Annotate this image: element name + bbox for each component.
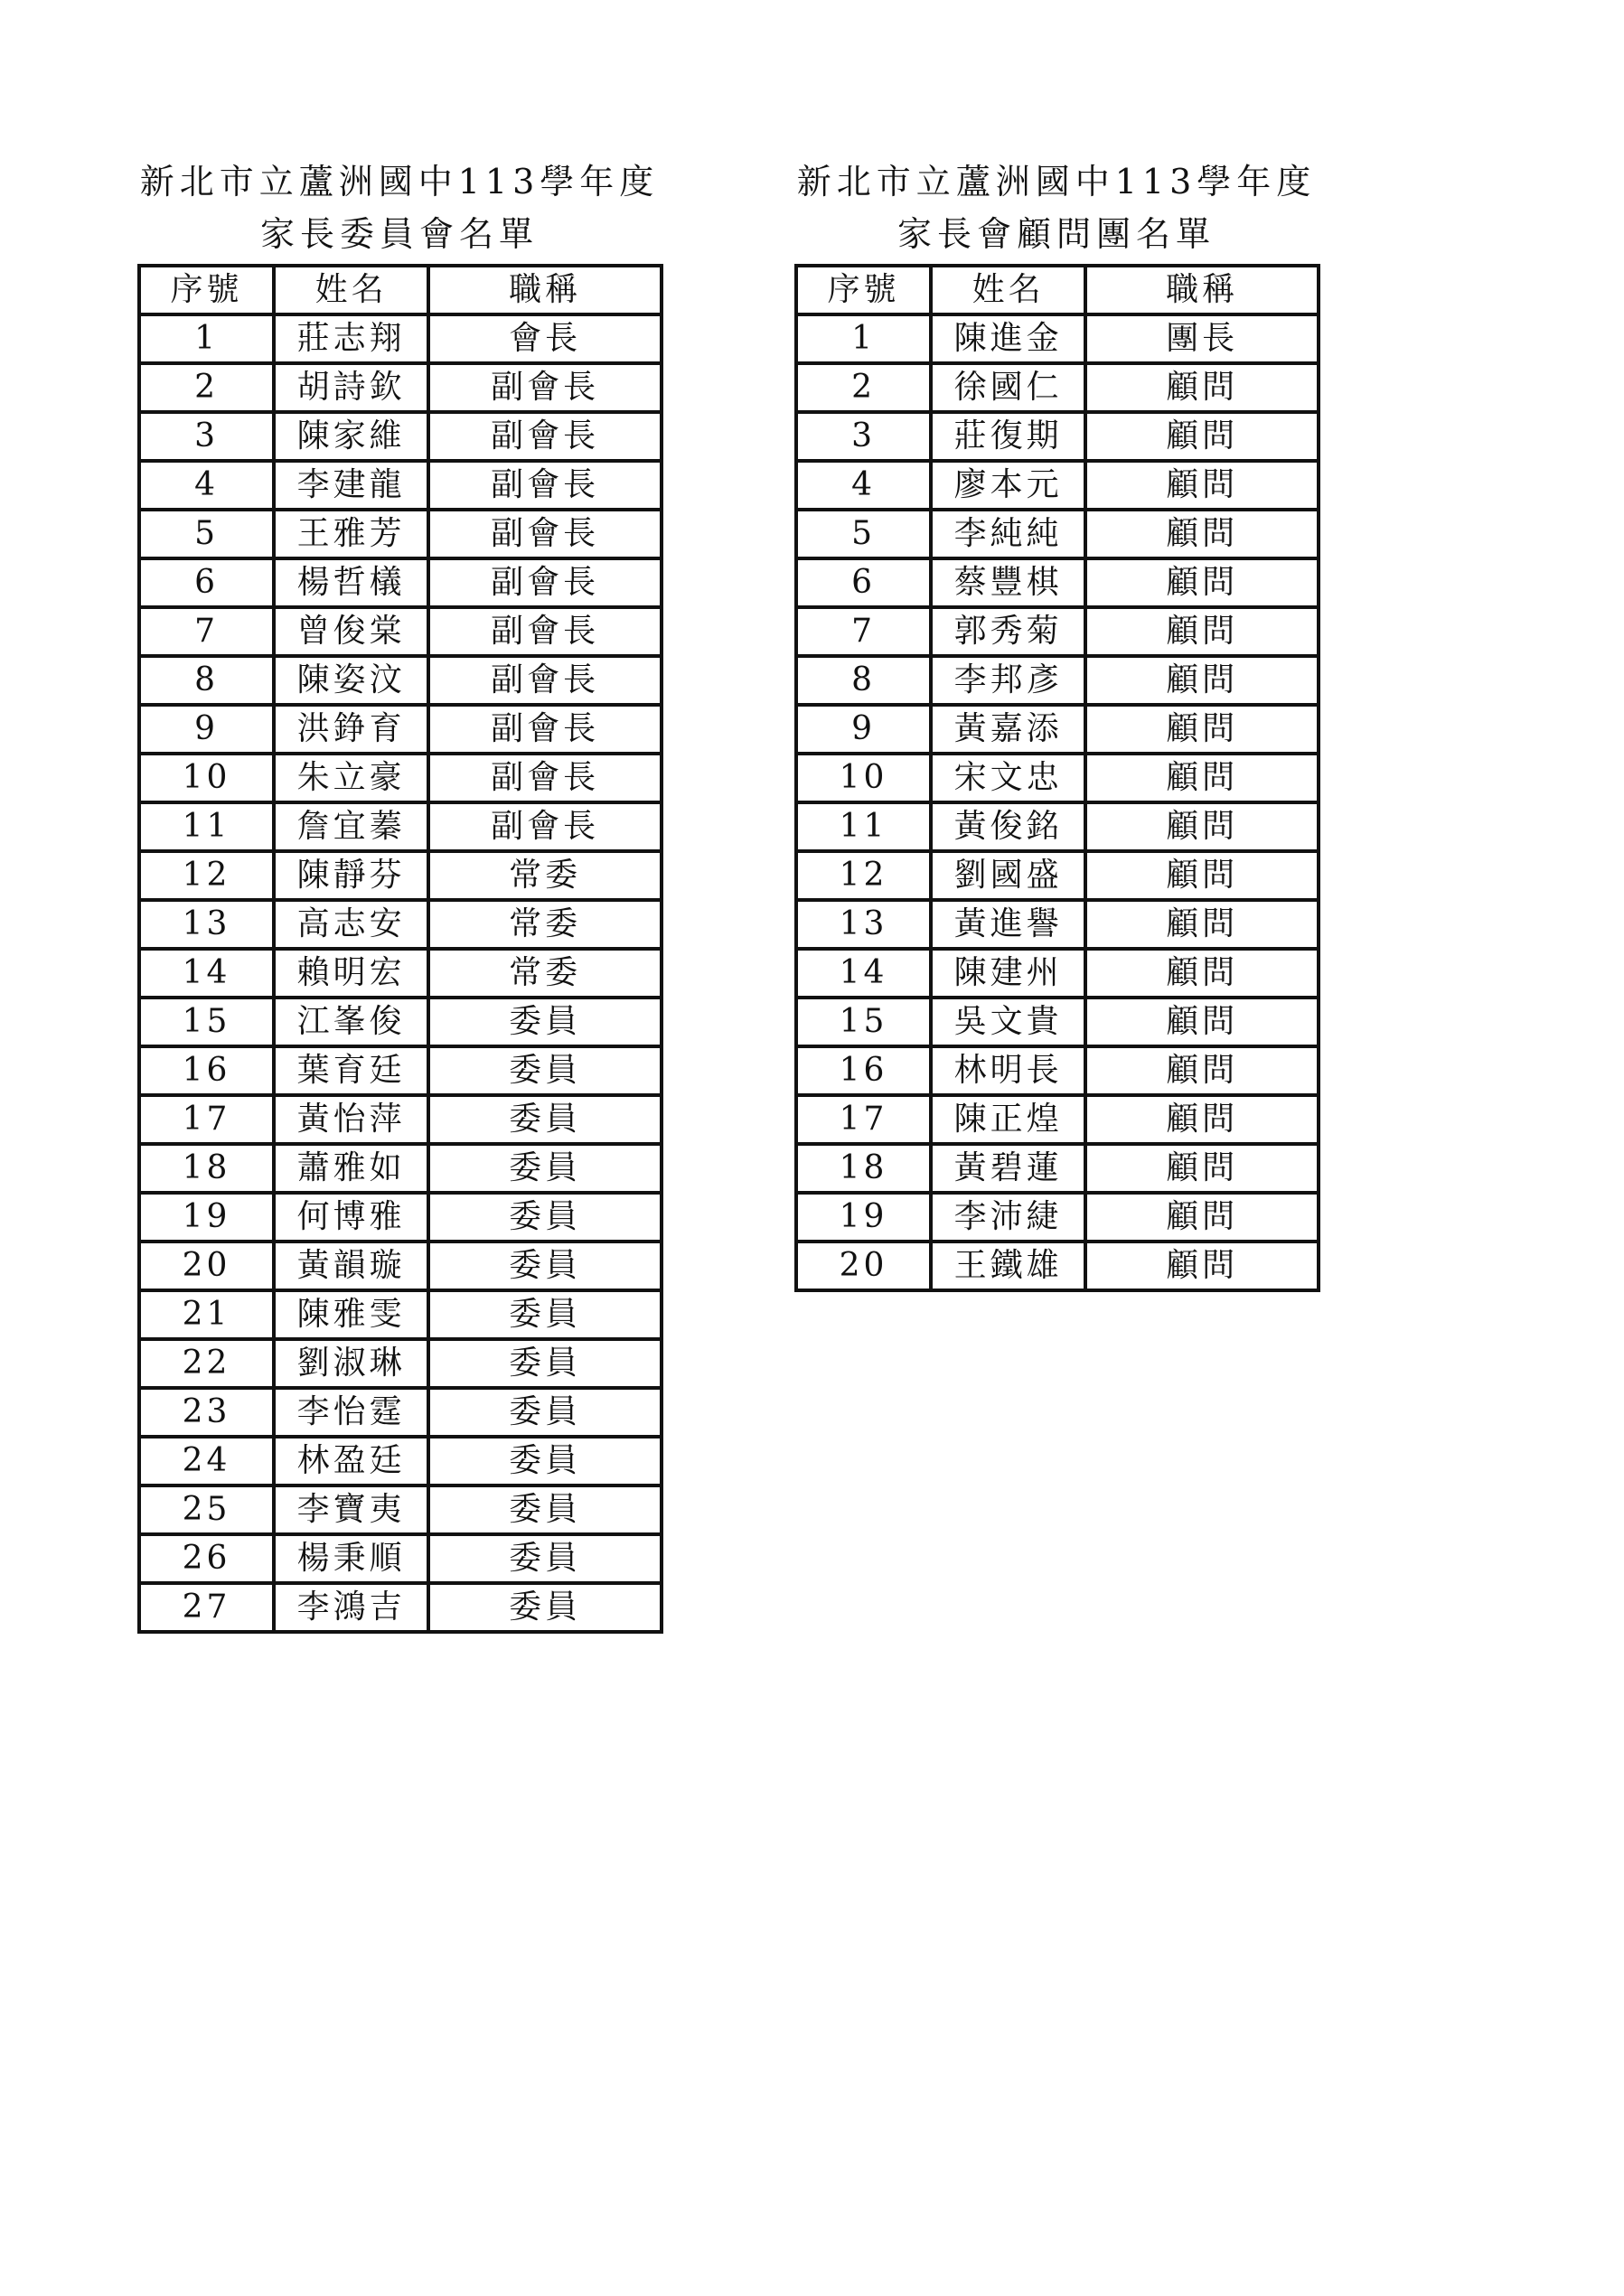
table-row <box>139 1437 662 1485</box>
name-cell: 陳靜芬 <box>274 851 428 900</box>
serial-number-cell: 5 <box>796 510 931 558</box>
advisors-roster <box>794 155 1320 1292</box>
serial-number-cell: 1 <box>796 314 931 363</box>
serial-number-cell: 10 <box>139 754 274 802</box>
table-row <box>796 461 1319 510</box>
advisors-table <box>794 264 1320 1292</box>
advisors-table-body <box>796 314 1319 1290</box>
name-cell: 楊秉順 <box>274 1534 428 1583</box>
name-cell: 曾俊棠 <box>274 607 428 656</box>
serial-number-cell: 21 <box>139 1290 274 1339</box>
table-row <box>796 412 1319 461</box>
table-row <box>139 1095 662 1144</box>
serial-number-cell: 20 <box>796 1242 931 1290</box>
position-cell: 委員 <box>428 1437 662 1485</box>
table-row <box>139 558 662 607</box>
position-cell: 顧問 <box>1085 754 1319 802</box>
table-row <box>139 1290 662 1339</box>
name-cell: 江峯俊 <box>274 998 428 1046</box>
serial-number-cell: 19 <box>796 1193 931 1242</box>
table-row <box>796 510 1319 558</box>
position-cell: 顧問 <box>1085 607 1319 656</box>
serial-number-cell: 23 <box>139 1388 274 1437</box>
position-cell: 顧問 <box>1085 802 1319 851</box>
name-cell: 莊志翔 <box>274 314 428 363</box>
table-row <box>139 1583 662 1632</box>
position-cell: 委員 <box>428 998 662 1046</box>
table-row <box>796 607 1319 656</box>
position-cell: 顧問 <box>1085 558 1319 607</box>
position-cell: 委員 <box>428 1046 662 1095</box>
table-row <box>139 1339 662 1388</box>
serial-number-cell: 20 <box>139 1242 274 1290</box>
position-cell: 顧問 <box>1085 1046 1319 1095</box>
name-cell: 郭秀菊 <box>931 607 1085 656</box>
table-row <box>796 558 1319 607</box>
table-row <box>139 705 662 754</box>
table-row <box>796 900 1319 949</box>
position-cell: 顧問 <box>1085 1144 1319 1193</box>
serial-number-cell: 13 <box>796 900 931 949</box>
position-cell: 副會長 <box>428 558 662 607</box>
serial-number-cell: 4 <box>796 461 931 510</box>
header-serial-number: 序號 <box>139 266 274 314</box>
table-row <box>139 1046 662 1095</box>
serial-number-cell: 3 <box>796 412 931 461</box>
serial-number-cell: 15 <box>796 998 931 1046</box>
serial-number-cell: 19 <box>139 1193 274 1242</box>
table-row <box>796 949 1319 998</box>
table-row <box>139 802 662 851</box>
name-cell: 黃嘉添 <box>931 705 1085 754</box>
name-cell: 蔡豐棋 <box>931 558 1085 607</box>
header-name: 姓名 <box>931 266 1085 314</box>
table-row <box>139 754 662 802</box>
position-cell: 常委 <box>428 900 662 949</box>
position-cell: 顧問 <box>1085 705 1319 754</box>
name-cell: 黃進譽 <box>931 900 1085 949</box>
table-row <box>139 998 662 1046</box>
name-cell: 賴明宏 <box>274 949 428 998</box>
serial-number-cell: 4 <box>139 461 274 510</box>
name-cell: 李純純 <box>931 510 1085 558</box>
name-cell: 王雅芳 <box>274 510 428 558</box>
name-cell: 劉國盛 <box>931 851 1085 900</box>
table-row <box>796 314 1319 363</box>
name-cell: 李沛緁 <box>931 1193 1085 1242</box>
advisors-title-line1: 新北市立蘆洲國中113學年度 <box>796 162 1317 201</box>
table-row <box>796 754 1319 802</box>
name-cell: 黃怡萍 <box>274 1095 428 1144</box>
name-cell: 宋文忠 <box>931 754 1085 802</box>
table-row <box>139 1388 662 1437</box>
table-row <box>139 363 662 412</box>
table-row <box>139 949 662 998</box>
name-cell: 李邦彥 <box>931 656 1085 705</box>
position-cell: 委員 <box>428 1095 662 1144</box>
table-row <box>139 510 662 558</box>
position-cell: 顧問 <box>1085 949 1319 998</box>
position-cell: 委員 <box>428 1534 662 1583</box>
position-cell: 副會長 <box>428 412 662 461</box>
committee-title-line2: 家長委員會名單 <box>259 214 539 254</box>
name-cell: 黃韻璇 <box>274 1242 428 1290</box>
name-cell: 陳家維 <box>274 412 428 461</box>
position-cell: 顧問 <box>1085 1193 1319 1242</box>
serial-number-cell: 5 <box>139 510 274 558</box>
serial-number-cell: 12 <box>139 851 274 900</box>
name-cell: 陳進金 <box>931 314 1085 363</box>
name-cell: 黃俊銘 <box>931 802 1085 851</box>
name-cell: 何博雅 <box>274 1193 428 1242</box>
serial-number-cell: 14 <box>796 949 931 998</box>
table-row <box>139 314 662 363</box>
serial-number-cell: 12 <box>796 851 931 900</box>
committee-title-line1: 新北市立蘆洲國中113學年度 <box>139 162 660 201</box>
name-cell: 陳正煌 <box>931 1095 1085 1144</box>
header-position: 職稱 <box>1085 266 1319 314</box>
header-serial-number: 序號 <box>796 266 931 314</box>
table-row <box>796 1193 1319 1242</box>
position-cell: 顧問 <box>1085 656 1319 705</box>
serial-number-cell: 8 <box>139 656 274 705</box>
position-cell: 副會長 <box>428 607 662 656</box>
table-row <box>139 656 662 705</box>
serial-number-cell: 18 <box>139 1144 274 1193</box>
position-cell: 顧問 <box>1085 412 1319 461</box>
serial-number-cell: 7 <box>139 607 274 656</box>
name-cell: 李寶夷 <box>274 1485 428 1534</box>
serial-number-cell: 25 <box>139 1485 274 1534</box>
position-cell: 顧問 <box>1085 461 1319 510</box>
name-cell: 楊哲檥 <box>274 558 428 607</box>
serial-number-cell: 26 <box>139 1534 274 1583</box>
serial-number-cell: 9 <box>796 705 931 754</box>
name-cell: 莊復期 <box>931 412 1085 461</box>
committee-header-row <box>139 266 662 314</box>
name-cell: 陳建州 <box>931 949 1085 998</box>
serial-number-cell: 22 <box>139 1339 274 1388</box>
serial-number-cell: 16 <box>139 1046 274 1095</box>
position-cell: 委員 <box>428 1242 662 1290</box>
name-cell: 徐國仁 <box>931 363 1085 412</box>
position-cell: 會長 <box>428 314 662 363</box>
position-cell: 委員 <box>428 1339 662 1388</box>
serial-number-cell: 6 <box>139 558 274 607</box>
committee-roster <box>137 155 663 1634</box>
serial-number-cell: 7 <box>796 607 931 656</box>
name-cell: 廖本元 <box>931 461 1085 510</box>
serial-number-cell: 3 <box>139 412 274 461</box>
position-cell: 委員 <box>428 1144 662 1193</box>
name-cell: 林盈廷 <box>274 1437 428 1485</box>
serial-number-cell: 10 <box>796 754 931 802</box>
position-cell: 顧問 <box>1085 851 1319 900</box>
position-cell: 常委 <box>428 949 662 998</box>
position-cell: 副會長 <box>428 363 662 412</box>
position-cell: 團長 <box>1085 314 1319 363</box>
position-cell: 委員 <box>428 1485 662 1534</box>
table-row <box>139 1485 662 1534</box>
name-cell: 吳文貴 <box>931 998 1085 1046</box>
table-row <box>796 1046 1319 1095</box>
header-name: 姓名 <box>274 266 428 314</box>
name-cell: 李建龍 <box>274 461 428 510</box>
serial-number-cell: 8 <box>796 656 931 705</box>
serial-number-cell: 2 <box>139 363 274 412</box>
serial-number-cell: 11 <box>796 802 931 851</box>
table-row <box>796 851 1319 900</box>
advisors-title-line2: 家長會顧問團名單 <box>896 214 1216 254</box>
name-cell: 陳姿汶 <box>274 656 428 705</box>
header-position: 職稱 <box>428 266 662 314</box>
table-row <box>796 998 1319 1046</box>
serial-number-cell: 27 <box>139 1583 274 1632</box>
position-cell: 副會長 <box>428 802 662 851</box>
position-cell: 委員 <box>428 1290 662 1339</box>
table-row <box>139 1534 662 1583</box>
serial-number-cell: 17 <box>796 1095 931 1144</box>
table-row <box>139 851 662 900</box>
position-cell: 顧問 <box>1085 900 1319 949</box>
table-row <box>796 656 1319 705</box>
name-cell: 朱立豪 <box>274 754 428 802</box>
table-row <box>139 412 662 461</box>
position-cell: 副會長 <box>428 656 662 705</box>
name-cell: 詹宜蓁 <box>274 802 428 851</box>
serial-number-cell: 13 <box>139 900 274 949</box>
serial-number-cell: 18 <box>796 1144 931 1193</box>
position-cell: 副會長 <box>428 754 662 802</box>
name-cell: 蕭雅如 <box>274 1144 428 1193</box>
table-row <box>139 1193 662 1242</box>
advisors-header-row <box>796 266 1319 314</box>
table-row <box>796 1242 1319 1290</box>
table-row <box>139 900 662 949</box>
table-row <box>139 461 662 510</box>
serial-number-cell: 15 <box>139 998 274 1046</box>
name-cell: 胡詩欽 <box>274 363 428 412</box>
table-row <box>796 802 1319 851</box>
serial-number-cell: 6 <box>796 558 931 607</box>
serial-number-cell: 1 <box>139 314 274 363</box>
name-cell: 王鐵雄 <box>931 1242 1085 1290</box>
table-row <box>796 1144 1319 1193</box>
name-cell: 李怡霆 <box>274 1388 428 1437</box>
position-cell: 顧問 <box>1085 998 1319 1046</box>
name-cell: 高志安 <box>274 900 428 949</box>
serial-number-cell: 2 <box>796 363 931 412</box>
name-cell: 洪錚育 <box>274 705 428 754</box>
name-cell: 李鴻吉 <box>274 1583 428 1632</box>
position-cell: 委員 <box>428 1388 662 1437</box>
committee-table <box>137 264 663 1634</box>
table-row <box>796 705 1319 754</box>
position-cell: 委員 <box>428 1193 662 1242</box>
name-cell: 黃碧蓮 <box>931 1144 1085 1193</box>
position-cell: 顧問 <box>1085 1242 1319 1290</box>
serial-number-cell: 11 <box>139 802 274 851</box>
position-cell: 顧問 <box>1085 1095 1319 1144</box>
serial-number-cell: 9 <box>139 705 274 754</box>
position-cell: 常委 <box>428 851 662 900</box>
committee-table-body <box>139 314 662 1632</box>
position-cell: 副會長 <box>428 510 662 558</box>
table-row <box>796 1095 1319 1144</box>
serial-number-cell: 16 <box>796 1046 931 1095</box>
position-cell: 顧問 <box>1085 510 1319 558</box>
name-cell: 葉育廷 <box>274 1046 428 1095</box>
serial-number-cell: 24 <box>139 1437 274 1485</box>
table-row <box>139 1144 662 1193</box>
position-cell: 委員 <box>428 1583 662 1632</box>
position-cell: 顧問 <box>1085 363 1319 412</box>
serial-number-cell: 17 <box>139 1095 274 1144</box>
serial-number-cell: 14 <box>139 949 274 998</box>
table-row <box>139 1242 662 1290</box>
position-cell: 副會長 <box>428 461 662 510</box>
table-row <box>796 363 1319 412</box>
position-cell: 副會長 <box>428 705 662 754</box>
table-row <box>139 607 662 656</box>
name-cell: 林明長 <box>931 1046 1085 1095</box>
name-cell: 陳雅雯 <box>274 1290 428 1339</box>
name-cell: 劉淑琳 <box>274 1339 428 1388</box>
